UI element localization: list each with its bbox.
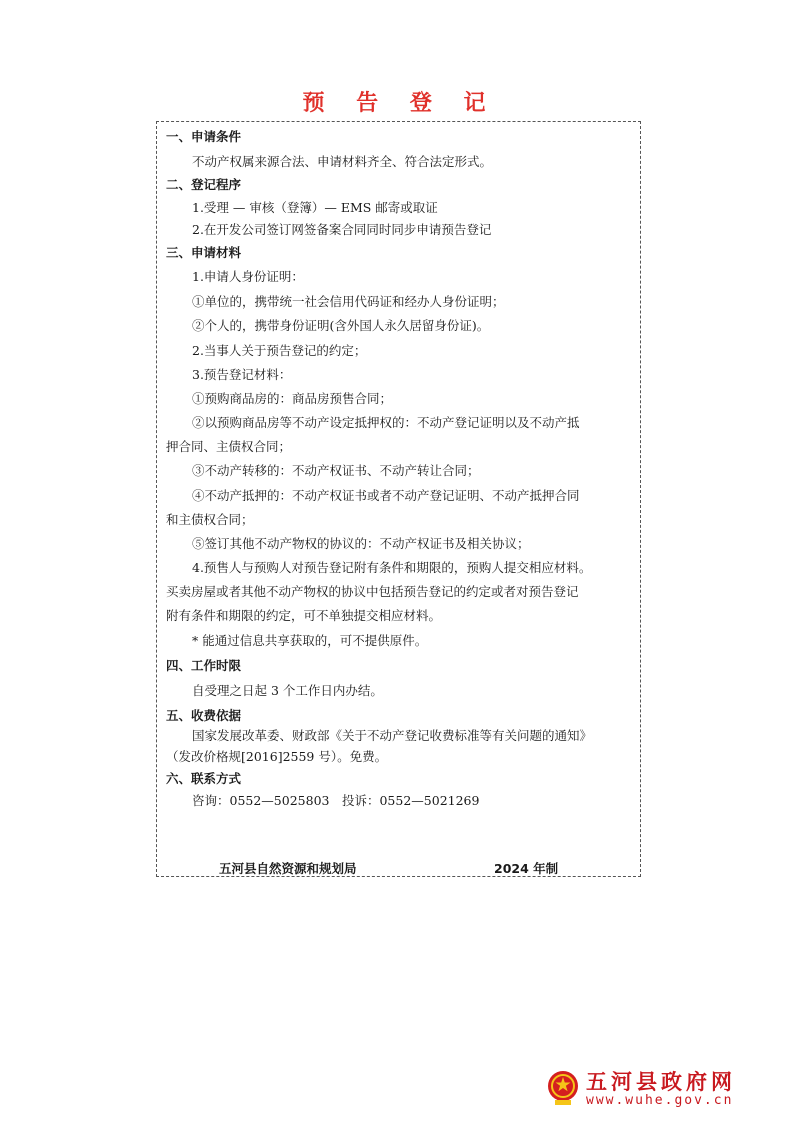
section-heading-contact: 六、联系方式 [166,771,242,786]
page-title: 预 告 登 记 [302,91,498,116]
section-heading-materials: 三、申请材料 [166,245,242,260]
section-heading-time-limit: 四、工作时限 [166,658,242,673]
section-heading-fees: 五、收费依据 [166,708,242,723]
materials-line: 和主债权合同； [166,512,254,527]
section-heading-procedure: 二、登记程序 [166,177,242,192]
section-heading-conditions: 一、申请条件 [166,129,242,144]
brand-url[interactable]: www.wuhe.gov.cn [586,1093,734,1108]
materials-line: ②个人的，携带身份证明(含外国人永久居留身份证)。 [192,318,490,333]
fees-text: 国家发展改革委、财政部《关于不动产登记收费标准等有关问题的通知》 [192,728,593,743]
fees-text: （发改价格规[2016]2559 号）。免费。 [166,749,388,764]
national-emblem-icon [546,1068,580,1108]
materials-line: 4.预售人与预购人对预告登记附有条件和期限的，预购人提交相应材料。 [192,560,592,575]
procedure-step-2: 2.在开发公司签订网签备案合同同时同步申请预告登记 [192,222,492,237]
materials-note: * 能通过信息共享获取的，可不提供原件。 [192,633,428,648]
materials-line: ⑤签订其他不动产物权的协议的：不动产权证书及相关协议； [192,536,530,551]
materials-line: ③不动产转移的：不动产权证书、不动产转让合同； [192,463,480,478]
materials-line: 押合同、主债权合同； [166,439,292,454]
materials-line: ①预购商品房的：商品房预售合同； [192,391,393,406]
issue-year: 2024 年制 [494,861,559,876]
issuing-org: 五河县自然资源和规划局 [219,861,357,876]
materials-line: 2.当事人关于预告登记的约定； [192,343,367,358]
brand-name: 五河县政府网 [586,1070,736,1094]
materials-line: 1.申请人身份证明： [192,269,304,284]
materials-line: ②以预购商品房等不动产设定抵押权的：不动产登记证明以及不动产抵 [192,415,580,430]
contact-text: 咨询：0552—5025803 投诉：0552—5021269 [192,793,480,808]
conditions-text: 不动产权属来源合法、申请材料齐全、符合法定形式。 [192,154,493,169]
site-brand[interactable] [546,1064,756,1114]
materials-line: 3.预告登记材料： [192,367,292,382]
materials-line: 买卖房屋或者其他不动产物权的协议中包括预告登记的约定或者对预告登记 [166,584,579,599]
materials-line: 附有条件和期限的约定，可不单独提交相应材料。 [166,608,442,623]
materials-line: ④不动产抵押的：不动产权证书或者不动产登记证明、不动产抵押合同 [192,488,580,503]
materials-line: ①单位的，携带统一社会信用代码证和经办人身份证明； [192,294,505,309]
time-limit-text: 自受理之日起 3 个工作日内办结。 [192,683,383,698]
procedure-step-1: 1.受理 — 审核（登簿）— EMS 邮寄或取证 [192,200,438,215]
